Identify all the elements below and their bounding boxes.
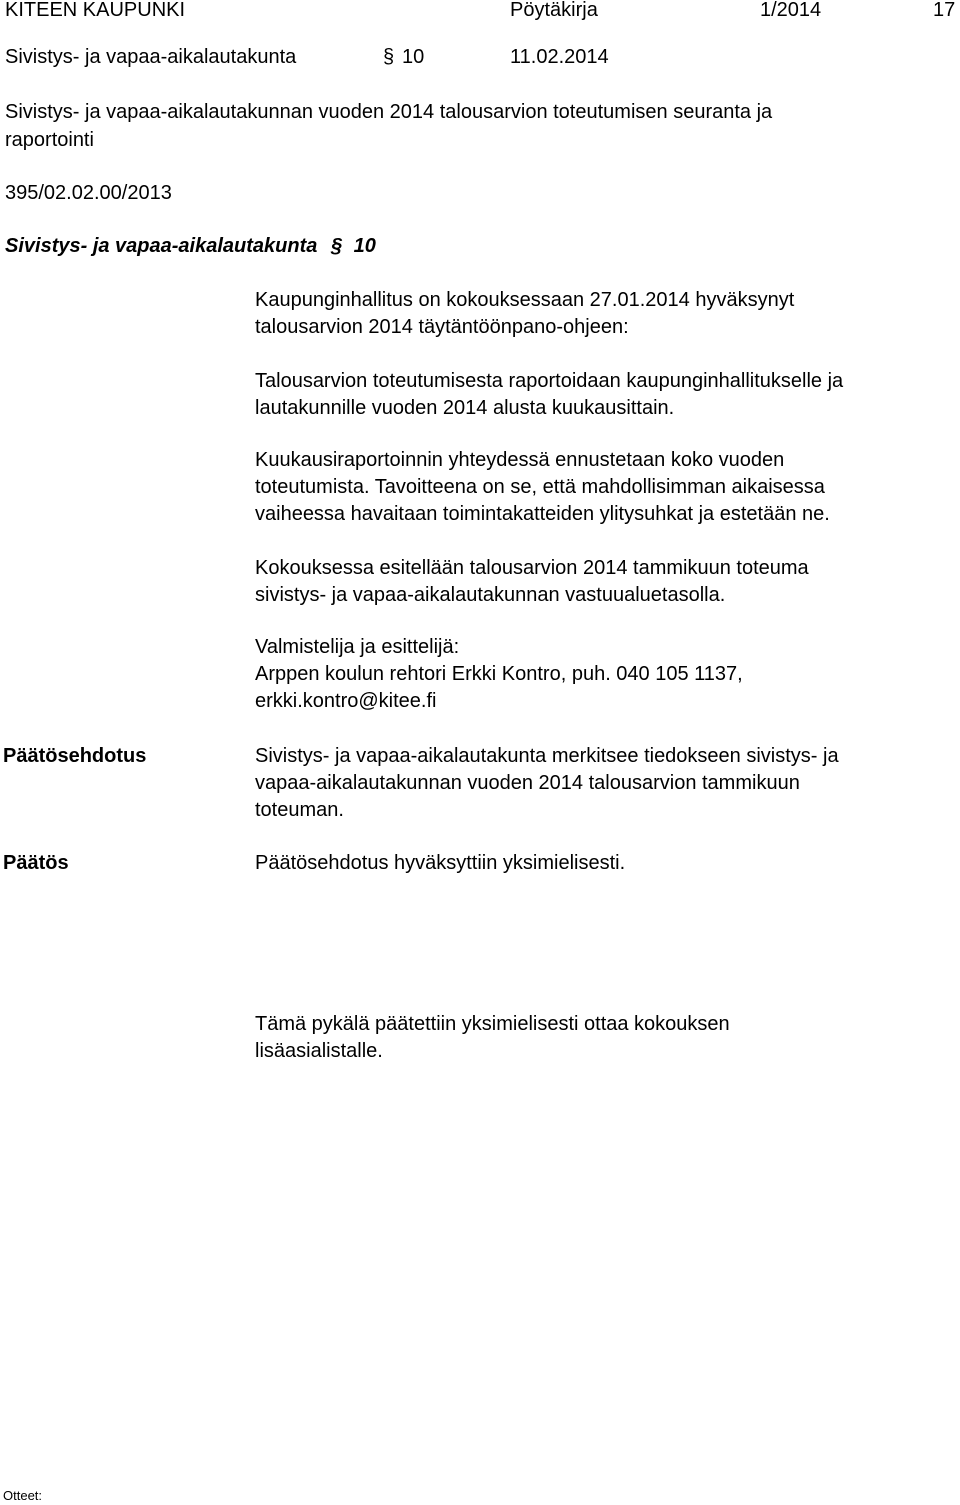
decision-text: Päätösehdotus hyväksyttiin yksimielisesti. bbox=[255, 852, 626, 874]
header-page-number: 17 bbox=[933, 0, 956, 21]
header-doc-type: Pöytäkirja bbox=[510, 0, 598, 21]
paragraph-line: Kaupunginhallitus on kokouksessaan 27.01.2014 hyväksynyt bbox=[255, 289, 795, 311]
sub-heading-text: Sivistys- ja vapaa-aikalautakunta bbox=[5, 235, 318, 257]
paragraph-1 bbox=[255, 287, 955, 341]
paragraph-3 bbox=[255, 447, 955, 528]
header-section-number: 10 bbox=[402, 46, 425, 68]
paragraph-line: vaiheessa havaitaan toimintakatteiden ylitysuhkat ja estetään ne. bbox=[255, 503, 830, 525]
paragraph-line: Talousarvion toteutumisesta raportoidaan kaupunginhallitukselle ja bbox=[255, 370, 844, 392]
preparer-email: erkki.kontro@kitee.fi bbox=[255, 690, 437, 712]
sub-heading bbox=[5, 233, 376, 259]
paragraph-2 bbox=[255, 368, 955, 422]
header-section-symbol: § bbox=[383, 46, 395, 68]
paragraph-line: Kokouksessa esitellään talousarvion 2014 tammikuun toteuma bbox=[255, 557, 809, 579]
page-title bbox=[5, 98, 955, 154]
note-line: lisäasialistalle. bbox=[255, 1040, 383, 1062]
paragraph-line: lautakunnille vuoden 2014 alusta kuukausittain. bbox=[255, 397, 675, 419]
header-doc-number: 1/2014 bbox=[760, 0, 822, 21]
paragraph-5-preparer bbox=[255, 634, 955, 715]
paragraph-line: sivistys- ja vapaa-aikalautakunnan vastuualuetasolla. bbox=[255, 584, 726, 606]
decision-label: Päätös bbox=[3, 852, 69, 874]
header-committee: Sivistys- ja vapaa-aikalautakunta bbox=[5, 46, 297, 68]
paragraph-line: toteutumista. Tavoitteena on se, että mahdollisimman aikaisessa bbox=[255, 476, 825, 498]
header-org: KITEEN KAUPUNKI bbox=[5, 0, 186, 21]
paragraph-line: Arppen koulun rehtori Erkki Kontro, puh. 040 105 1137, bbox=[255, 663, 743, 685]
paragraph-line: talousarvion 2014 täytäntöönpano-ohjeen: bbox=[255, 316, 629, 338]
paragraph-line: Kuukausiraportoinnin yhteydessä ennustetaan koko vuoden bbox=[255, 449, 785, 471]
additional-agenda-note bbox=[255, 1011, 955, 1065]
proposal-text bbox=[255, 743, 955, 824]
title-line-2: raportointi bbox=[5, 129, 94, 151]
note-line: Tämä pykälä päätettiin yksimielisesti ottaa kokouksen bbox=[255, 1013, 730, 1035]
header-date: 11.02.2014 bbox=[510, 46, 609, 68]
proposal-label: Päätösehdotus bbox=[3, 745, 147, 767]
proposal-line: vapaa-aikalautakunnan vuoden 2014 talousarvion tammikuun bbox=[255, 772, 800, 794]
sub-heading-number: 10 bbox=[353, 235, 376, 257]
proposal-line: Sivistys- ja vapaa-aikalautakunta merkitsee tiedokseen sivistys- ja bbox=[255, 745, 839, 767]
paragraph-line: Valmistelija ja esittelijä: bbox=[255, 636, 460, 658]
sub-heading-symbol: § bbox=[330, 235, 343, 257]
paragraph-4 bbox=[255, 555, 955, 609]
title-line-1: Sivistys- ja vapaa-aikalautakunnan vuoden 2014 talousarvion toteutumisen seuranta ja bbox=[5, 101, 773, 123]
proposal-line: toteuman. bbox=[255, 799, 344, 821]
footer-extracts-label: Otteet: bbox=[3, 1488, 43, 1503]
record-id: 395/02.02.00/2013 bbox=[5, 182, 172, 204]
